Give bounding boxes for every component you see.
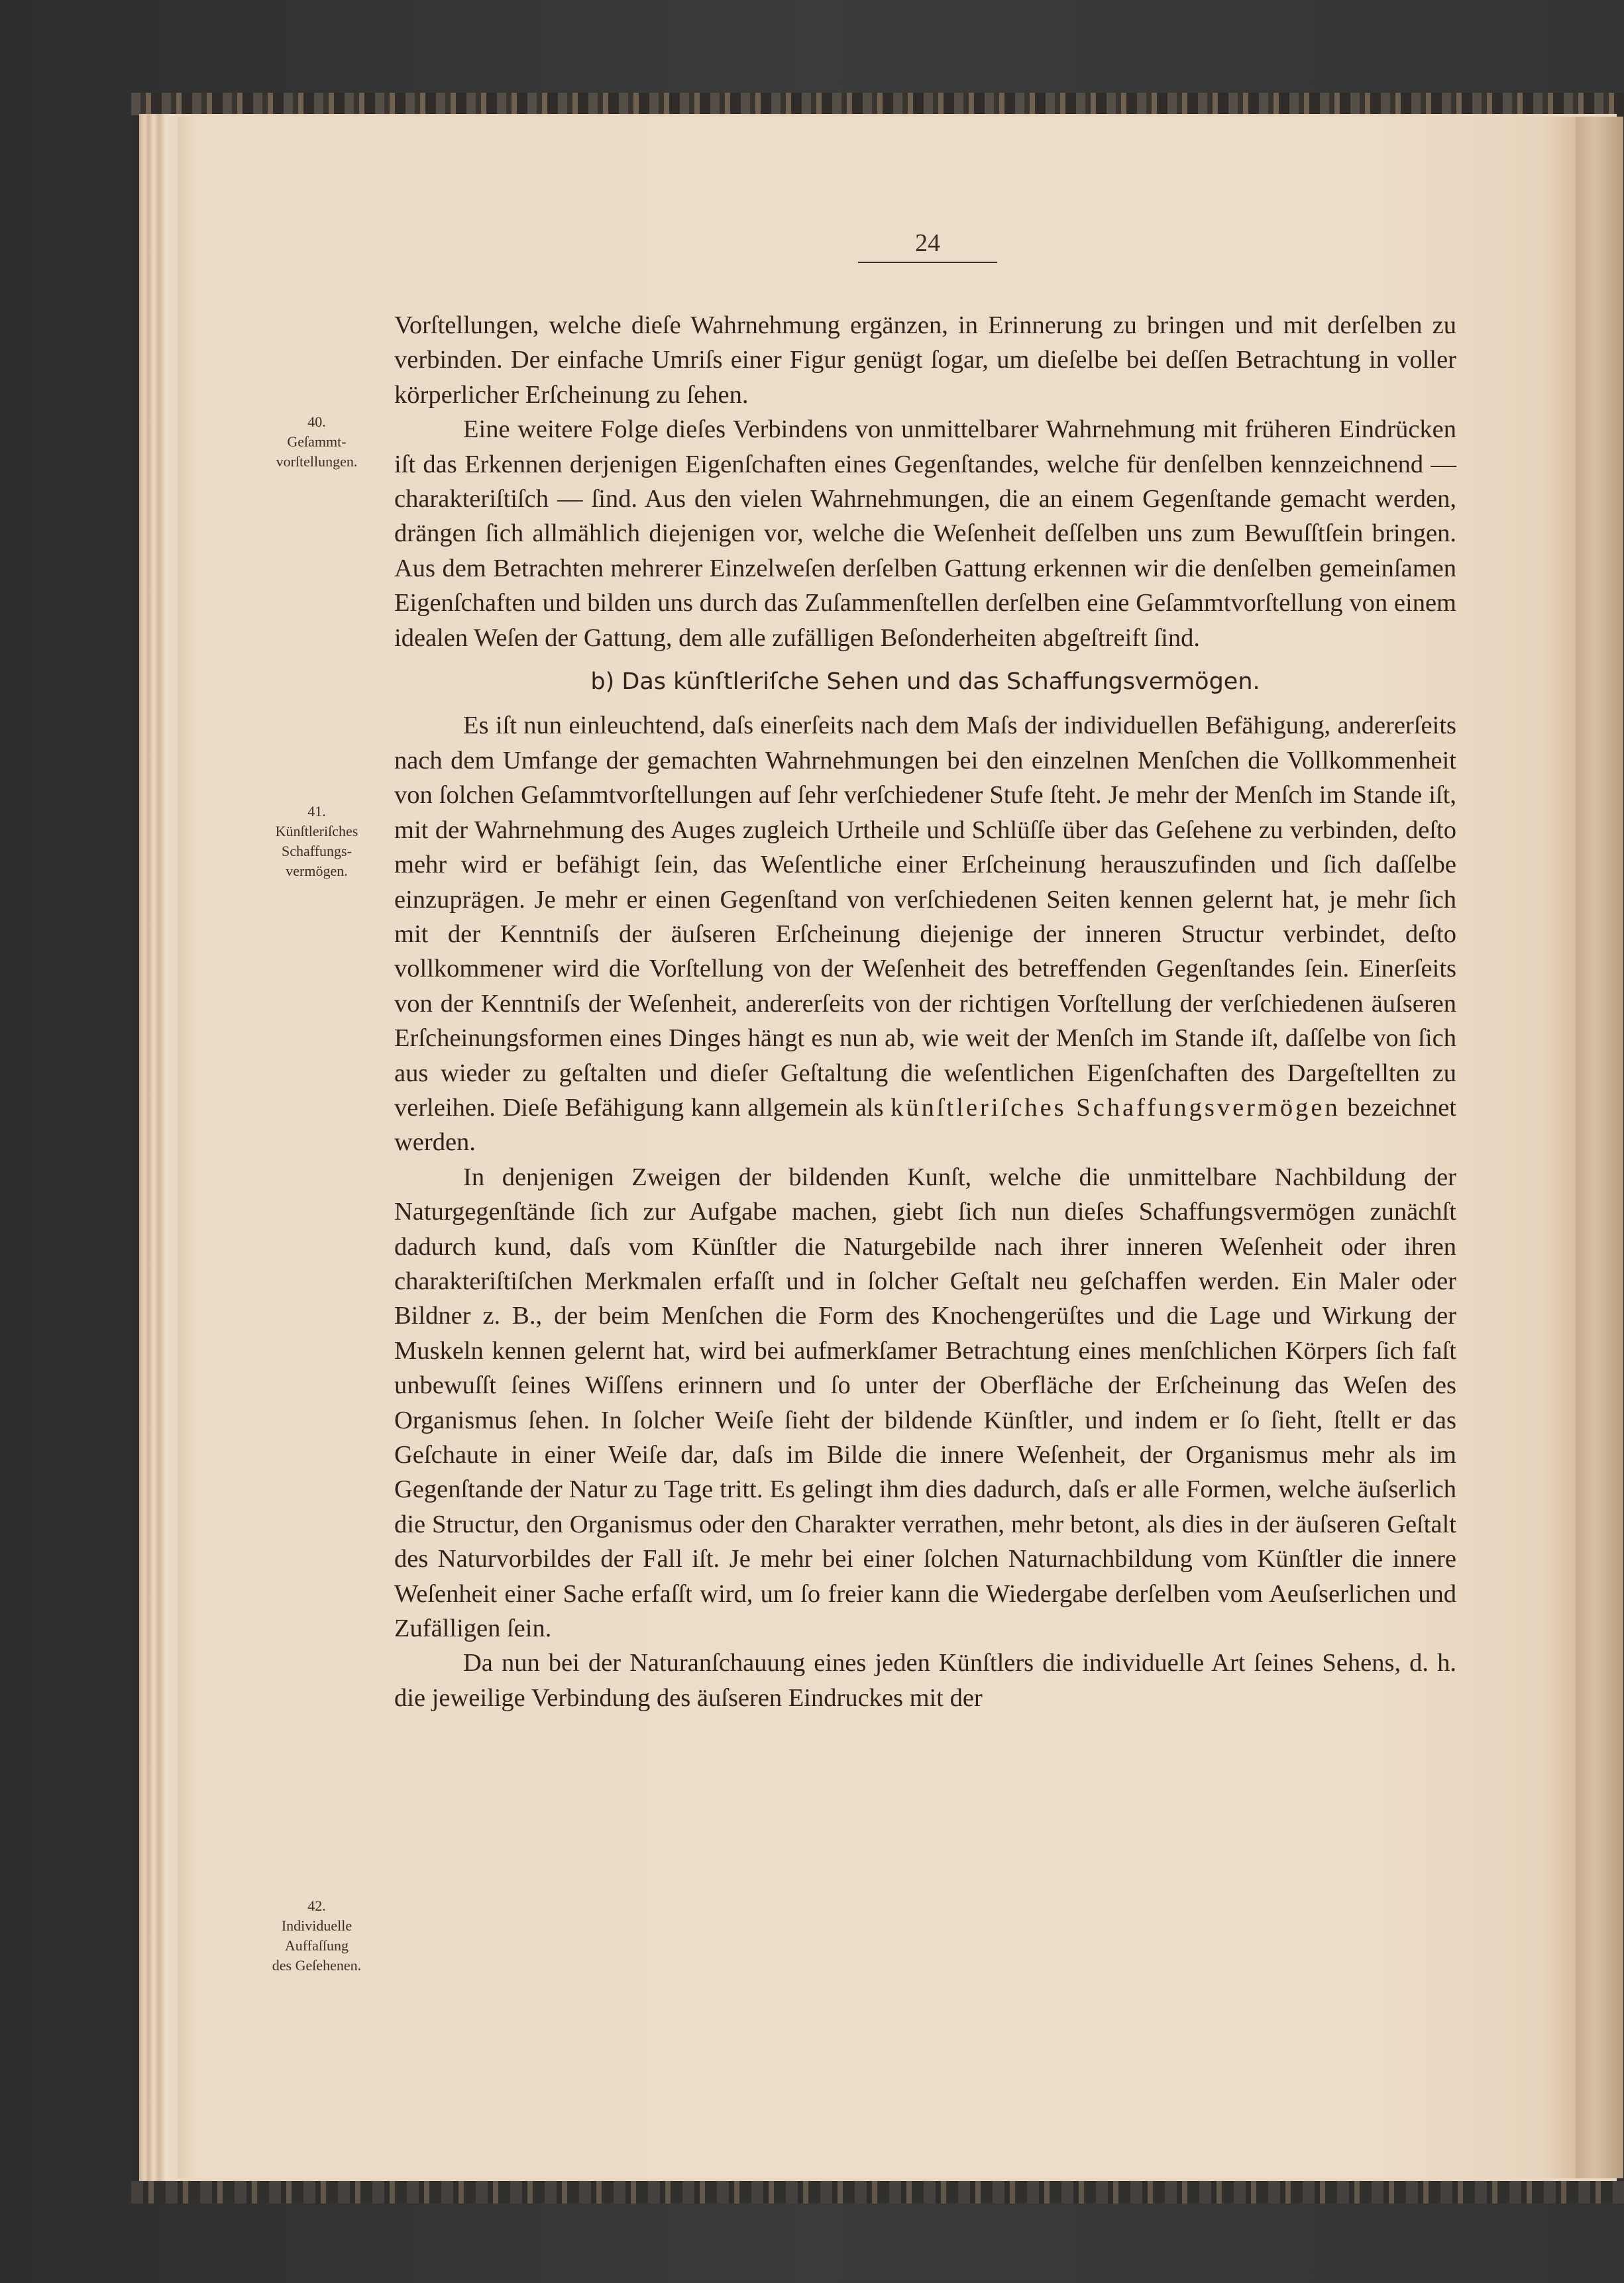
paragraph: In denjenigen Zweigen der bildenden Kunſt, welche die unmittelbare Nachbildung der Naturgegenſtände ſich zur Aufgabe machen, giebt ſich nun dieſes Schaffungsvermögen zunächſt dadurch kund, daſs vom Künſtler die Naturgebilde nach ihrer inneren Weſenheit oder ihren charakteriſtiſchen Merkmalen erfaſſt und in ſolcher Geſtalt neu geſchaffen werden. Ein Maler oder Bildner z. B., der beim Menſchen die Form des Knochengerüſtes und die Lage und Wirkung der Muskeln kennen gelernt hat, wird bei aufmerkſamer Betrachtung eines menſchlichen Körpers ſich faſt unbewuſſt ſeines Wiſſens erinnern und ſo unter der Oberfläche der Erſcheinung das Weſen des Organismus ſehen. In ſolcher Weiſe ſieht der bildende Künſtler, und indem er ſo ſieht, ſtellt er das Geſchaute in einer Weiſe dar, daſs im Bilde die innere Weſenheit, der Organismus mehr als im Gegenſtande der Natur zu Tage tritt. Es gelingt ihm dies dadurch, daſs er alle Formen, welche äuſserlich die Structur, den Organismus oder den Charakter verrathen, mehr betont, als dies in der äuſseren Geſtalt des Naturvorbildes der Fall iſt. Je mehr bei einer ſolchen Naturnachbildung vom Künſtler die innere Weſenheit einer Sache erfaſſt wird, um ſo freier kann die Wiedergabe derſelben vom Aeuſserlichen und Zufälligen ſein. [394, 1163, 1456, 1643]
page-gutter-shadow [1576, 117, 1623, 2178]
marginal-note-line: vorſtellungen. [276, 453, 358, 470]
cover-edge-bottom [131, 2181, 1624, 2203]
marginal-note-number: 40. [307, 413, 326, 430]
cover-edge-top [131, 93, 1624, 115]
marginal-note-line: Geſammt- [287, 433, 347, 450]
marginal-note-line: Schaffungs- [282, 843, 352, 859]
marginal-note-line: Künſtleriſches [275, 823, 358, 839]
paragraph-text: Es iſt nun einleuchtend, daſs einerſeits nach dem Maſs der individuellen Befähigung, andererſeits nach dem Umfange der gemachten Wahrnehmungen bei den einzelnen Menſchen die Vollkommenheit von ſolchen Geſammtvorſtellungen auf ſehr verſchiedener Stufe ſteht. Je mehr der Menſch im Stande iſt, mit der Wahrnehmung des Auges zugleich Urtheile und Schlüſſe über das Geſehene zu verbinden, deſto mehr wird er befähigt ſein, das Weſentliche einer Erſcheinung herauszufinden und ſich daſſelbe einzuprägen. Je mehr er einen Gegenſtand von verſchiedenen Seiten kennen gelernt hat, je mehr ſich mit der Kenntniſs der äuſseren Erſcheinung diejenige der inneren Structur verbindet, deſto vollkommener wird die Vorſtellung von der Weſenheit des betreffenden Gegenſtandes ſein. Einerſeits von der Kenntniſs der Weſenheit, andererſeits von der richtigen Vorſtellung der verſchiedenen äuſseren Erſcheinungsformen eines Dinges hängt es nun ab, wie weit der Menſch im Stande iſt, daſſelbe von ſich aus wieder zu geſtalten und dieſer Geſtaltung die weſentlichen Eigenſchaften des Dargeſtellten zu verleihen. Dieſe Befähigung kann allgemein als [394, 712, 1456, 1122]
spaced-emphasis: künſtleriſches Schaffungsvermögen [891, 1093, 1340, 1122]
paragraph [394, 708, 1456, 1159]
marginal-note-number: 41. [307, 803, 326, 820]
marginal-note-40 [250, 412, 383, 472]
marginal-note-41 [250, 802, 383, 881]
body-text [394, 308, 1456, 1715]
paragraph-text: bezeichnet werden. [394, 1093, 1456, 1157]
paragraph: Da nun bei der Naturanſchauung eines jeden Künſtlers die individuelle Art ſeines Sehens, d. h. die jeweilige Verbindung des äuſseren Eindruckes mit der [394, 1649, 1456, 1712]
marginal-note-line: des Geſehenen. [272, 1957, 362, 1974]
marginal-note-line: Individuelle [281, 1917, 352, 1934]
paragraph: Vorſtellungen, welche dieſe Wahrnehmung ergänzen, in Erinnerung zu bringen und mit derſelben zu verbinden. Der einfache Umriſs einer Figur genügt ſogar, um dieſelbe bei deſſen Betrachtung in voller körperlicher Erſcheinung zu ſehen. [394, 311, 1456, 409]
section-heading: b) Das künſtleriſche Sehen und das Schaffungsvermögen. [590, 668, 1260, 696]
marginal-note-number: 42. [307, 1897, 326, 1914]
marginal-note-line: vermögen. [286, 863, 348, 879]
marginal-note-line: Auffaſſung [284, 1937, 349, 1954]
page-number: 24 [858, 229, 997, 263]
marginal-note-42 [250, 1896, 383, 1976]
paragraph: Eine weitere Folge dieſes Verbindens von unmittelbarer Wahrnehmung mit früheren Eindrücken iſt das Erkennen derjenigen Eigenſchaften eines Gegenſtandes, welche für denſelben kennzeichnend — charakteriſtiſch — ſind. Aus den vielen Wahrnehmungen, die an einem Gegenſtande gemacht werden, drängen ſich allmählich diejenigen vor, welche die Weſenheit deſſelben uns zum Bewuſſtſein bringen. Aus dem Betrachten mehrerer Einzelweſen derſelben Gattung erkennen wir die denſelben gemeinſamen Eigenſchaften und bilden uns durch das Zuſammenſtellen derſelben eine Geſammtvorſtellung von einem idealen Weſen der Gattung, dem alle zufälligen Beſonderheiten abgeſtreift ſind. [394, 415, 1456, 652]
